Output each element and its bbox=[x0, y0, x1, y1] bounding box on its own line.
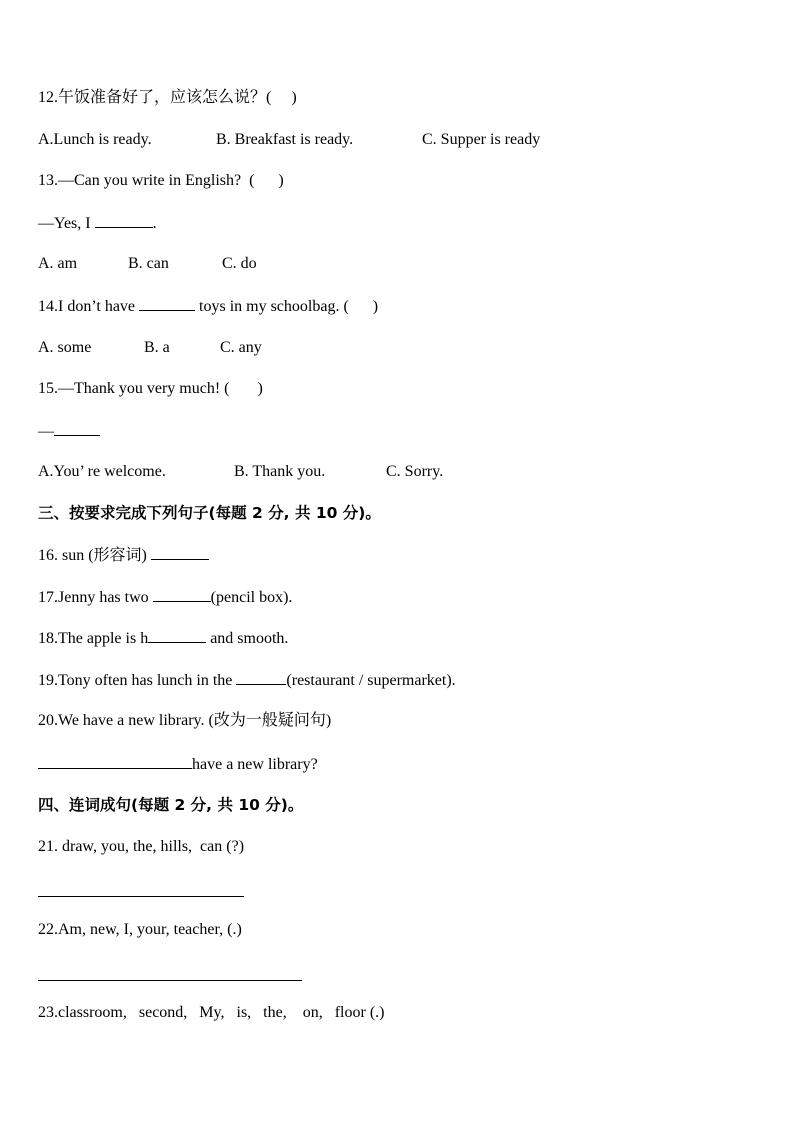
q15-option-c: C. Sorry. bbox=[386, 463, 444, 480]
q17 bbox=[38, 587, 292, 608]
q15-stem: 15.—Thank you very much! ( ) bbox=[38, 380, 263, 397]
q16-prefix: 16. sun (形容词) bbox=[38, 547, 151, 564]
q13-option-b: B. can bbox=[128, 255, 169, 272]
q16 bbox=[38, 545, 209, 566]
q20-answer-suffix: have a new library? bbox=[192, 756, 318, 773]
q23-stem: 23.classroom, second, My, is, the, on, floor (.) bbox=[38, 1004, 385, 1021]
q14-option-a: A. some bbox=[38, 339, 92, 356]
section-4-title: 四、连词成句(每题 2 分, 共 10 分)。 bbox=[38, 796, 304, 814]
q19-suffix: (restaurant / supermarket). bbox=[286, 672, 456, 689]
q15-option-a: A.You’ re welcome. bbox=[38, 463, 166, 480]
q17-prefix: 17.Jenny has two bbox=[38, 589, 153, 606]
q20-blank bbox=[38, 754, 192, 769]
q14-options bbox=[38, 338, 738, 358]
q20-stem: 20.We have a new library. (改为一般疑问句) bbox=[38, 712, 332, 729]
q12-option-b: B. Breakfast is ready. bbox=[216, 131, 354, 148]
q13-answer bbox=[38, 213, 157, 234]
q14-stem-prefix: 14.I don’t have bbox=[38, 298, 140, 315]
q12-options bbox=[38, 130, 738, 150]
q19-blank bbox=[236, 670, 286, 685]
q13-stem: 13.—Can you write in English? ( ) bbox=[38, 172, 284, 189]
q12-option-a: A.Lunch is ready. bbox=[38, 131, 152, 148]
q18-blank bbox=[148, 628, 206, 643]
q18-prefix: 18.The apple is h bbox=[38, 630, 149, 647]
q13-answer-prefix: —Yes, I bbox=[38, 215, 95, 232]
q19-prefix: 19.Tony often has lunch in the bbox=[38, 672, 237, 689]
q15-answer bbox=[38, 421, 100, 442]
q14-stem-suffix: toys in my schoolbag. ( ) bbox=[195, 298, 379, 315]
q22-stem: 22.Am, new, I, your, teacher, (.) bbox=[38, 921, 242, 938]
q21-stem: 21. draw, you, the, hills, can (?) bbox=[38, 838, 245, 855]
q16-blank bbox=[151, 545, 209, 560]
q13-options bbox=[38, 254, 738, 274]
q21-answer-line bbox=[38, 896, 244, 897]
q13-answer-suffix: . bbox=[152, 215, 157, 232]
q17-suffix: (pencil box). bbox=[210, 589, 293, 606]
q14-option-b: B. a bbox=[144, 339, 170, 356]
q14-blank bbox=[139, 296, 195, 311]
section-3-title: 三、按要求完成下列句子(每题 2 分, 共 10 分)。 bbox=[38, 504, 381, 522]
q19 bbox=[38, 670, 456, 691]
q22-answer-line bbox=[38, 980, 302, 981]
q13-blank bbox=[95, 213, 153, 228]
q13-option-c: C. do bbox=[222, 255, 257, 272]
q15-option-b: B. Thank you. bbox=[234, 463, 326, 480]
q14-stem bbox=[38, 296, 378, 317]
q12-stem: 12.午饭准备好了，应该怎么说？( ) bbox=[38, 89, 297, 106]
q17-blank bbox=[153, 587, 211, 602]
q15-blank bbox=[54, 421, 100, 436]
q18 bbox=[38, 628, 288, 649]
q12-option-c: C. Supper is ready bbox=[422, 131, 541, 148]
q15-answer-prefix: — bbox=[38, 423, 54, 440]
q13-option-a: A. am bbox=[38, 255, 78, 272]
q18-suffix: and smooth. bbox=[206, 630, 289, 647]
q15-options bbox=[38, 462, 738, 482]
q14-option-c: C. any bbox=[220, 339, 262, 356]
q20-answer bbox=[38, 754, 318, 775]
